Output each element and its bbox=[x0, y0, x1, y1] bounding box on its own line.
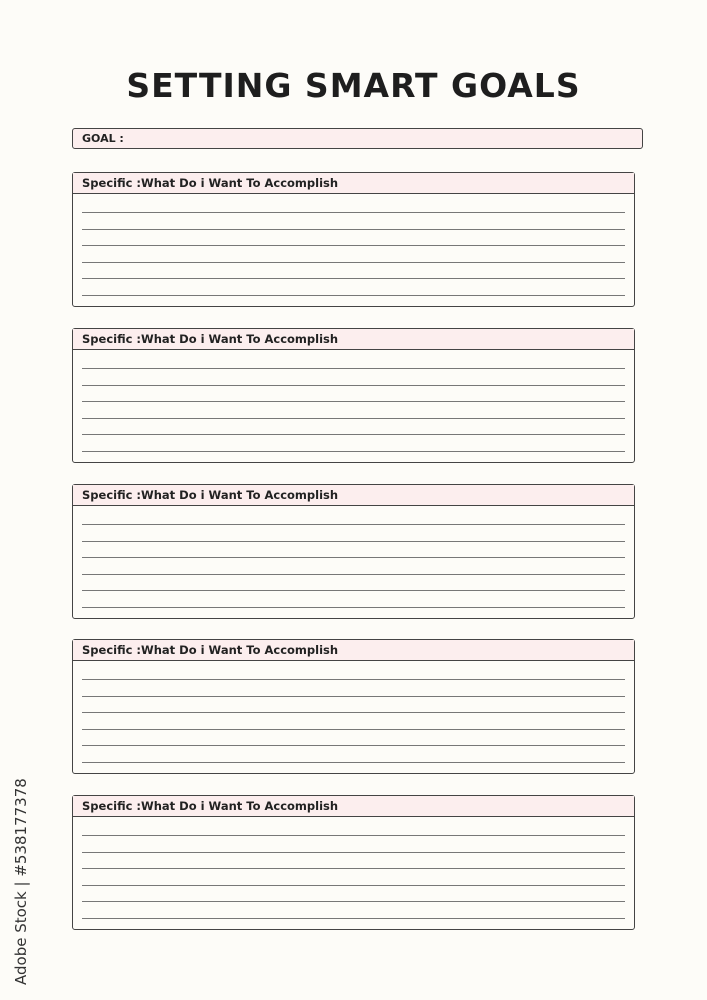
writing-line[interactable] bbox=[82, 278, 625, 279]
section-box bbox=[72, 639, 635, 774]
writing-line[interactable] bbox=[82, 868, 625, 869]
writing-line[interactable] bbox=[82, 229, 625, 230]
writing-line[interactable] bbox=[82, 245, 625, 246]
writing-line[interactable] bbox=[82, 901, 625, 902]
writing-line[interactable] bbox=[82, 418, 625, 419]
writing-line[interactable] bbox=[82, 212, 625, 213]
writing-line[interactable] bbox=[82, 918, 625, 919]
writing-line[interactable] bbox=[82, 574, 625, 575]
writing-line[interactable] bbox=[82, 368, 625, 369]
section-header: Specific :What Do i Want To Accomplish bbox=[73, 796, 634, 817]
writing-line[interactable] bbox=[82, 541, 625, 542]
section-box bbox=[72, 484, 635, 619]
section-box bbox=[72, 795, 635, 930]
writing-line[interactable] bbox=[82, 885, 625, 886]
section-header: Specific :What Do i Want To Accomplish bbox=[73, 640, 634, 661]
writing-line[interactable] bbox=[82, 762, 625, 763]
writing-line[interactable] bbox=[82, 590, 625, 591]
section-header: Specific :What Do i Want To Accomplish bbox=[73, 173, 634, 194]
writing-line[interactable] bbox=[82, 557, 625, 558]
page-title: SETTING SMART GOALS bbox=[126, 66, 581, 105]
section-header: Specific :What Do i Want To Accomplish bbox=[73, 485, 634, 506]
writing-line[interactable] bbox=[82, 696, 625, 697]
writing-line[interactable] bbox=[82, 401, 625, 402]
writing-line[interactable] bbox=[82, 852, 625, 853]
writing-line[interactable] bbox=[82, 385, 625, 386]
section-box bbox=[72, 172, 635, 307]
writing-line[interactable] bbox=[82, 712, 625, 713]
writing-line[interactable] bbox=[82, 835, 625, 836]
stock-watermark: Adobe Stock | #538177378 bbox=[12, 778, 30, 985]
writing-line[interactable] bbox=[82, 295, 625, 296]
section-box bbox=[72, 328, 635, 463]
writing-line[interactable] bbox=[82, 524, 625, 525]
writing-line[interactable] bbox=[82, 729, 625, 730]
writing-line[interactable] bbox=[82, 745, 625, 746]
goal-field[interactable]: GOAL : bbox=[72, 128, 643, 149]
writing-line[interactable] bbox=[82, 679, 625, 680]
writing-line[interactable] bbox=[82, 434, 625, 435]
writing-line[interactable] bbox=[82, 262, 625, 263]
writing-line[interactable] bbox=[82, 451, 625, 452]
section-header: Specific :What Do i Want To Accomplish bbox=[73, 329, 634, 350]
writing-line[interactable] bbox=[82, 607, 625, 608]
